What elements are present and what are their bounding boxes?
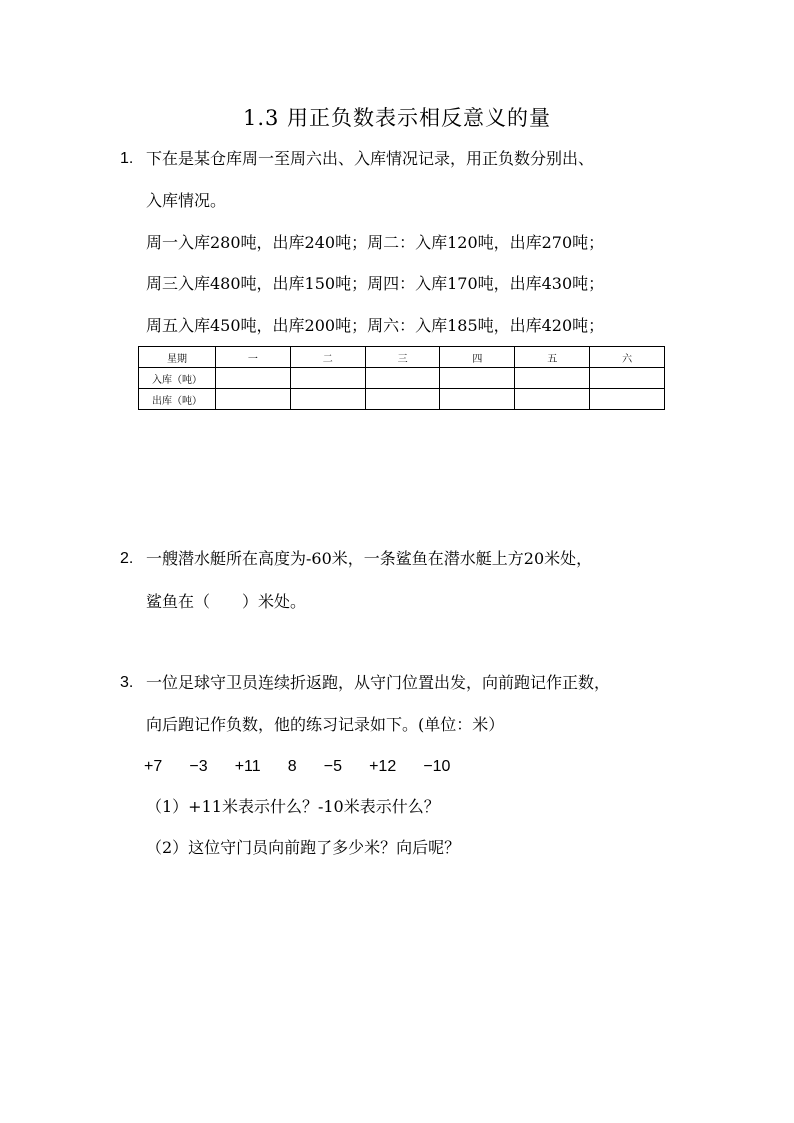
table-answer-cell[interactable] — [515, 368, 590, 389]
run-value: −5 — [323, 758, 342, 775]
table-answer-cell[interactable] — [216, 368, 291, 389]
table-header-cell: 六 — [590, 347, 665, 368]
table-row — [139, 368, 665, 389]
question-1-text-line-1: 下在是某仓库周一至周六出、入库情况记录，用正负数分别出、 — [146, 149, 595, 168]
table-header-cell: 四 — [440, 347, 515, 368]
table-header-cell: 三 — [365, 347, 440, 368]
question-3-text-line-2: 向后跑记作负数，他的练习记录如下。(单位：米） — [146, 715, 505, 734]
table-answer-cell[interactable] — [590, 368, 665, 389]
run-value: −10 — [423, 758, 451, 775]
table-header-row — [139, 347, 665, 368]
table-header-cell: 二 — [290, 347, 365, 368]
table-answer-cell[interactable] — [440, 368, 515, 389]
warehouse-record-table — [138, 346, 665, 410]
table-row — [139, 389, 665, 410]
question-3-sub-2: （2）这位守门员向前跑了多少米？向后呢？ — [146, 838, 461, 857]
question-1-record-line: 周五入库450吨，出库200吨；周六：入库185吨，出库420吨； — [146, 316, 605, 335]
table-answer-cell[interactable] — [590, 389, 665, 410]
table-header-cell: 星期 — [139, 347, 216, 368]
run-value: −3 — [189, 758, 208, 775]
table-answer-cell[interactable] — [290, 389, 365, 410]
run-value: +11 — [234, 758, 261, 775]
table-answer-cell[interactable] — [216, 389, 291, 410]
table-answer-cell[interactable] — [515, 389, 590, 410]
page-title: 1.3 用正负数表示相反意义的量 — [242, 106, 552, 130]
table-answer-cell[interactable] — [365, 368, 440, 389]
question-2-text-line-1: 一艘潜水艇所在高度为-60米，一条鲨鱼在潜水艇上方20米处， — [146, 549, 593, 568]
run-value: 8 — [287, 758, 297, 775]
question-2-text-line-2: 鲨鱼在（ ）米处。 — [146, 592, 307, 611]
question-1-record-line: 周三入库480吨，出库150吨；周四：入库170吨，出库430吨； — [146, 274, 605, 293]
table-row-label: 出库（吨） — [139, 389, 216, 410]
question-1-record-line: 周一入库280吨，出库240吨；周二：入库120吨，出库270吨； — [146, 233, 605, 252]
question-1-text-line-2: 入库情况。 — [146, 191, 227, 210]
run-value: +7 — [144, 758, 163, 775]
question-3-sub-1: （1）+11米表示什么？-10米表示什么？ — [146, 797, 440, 816]
question-3-text-line-1: 一位足球守卫员连续折返跑，从守门位置出发，向前跑记作正数， — [146, 673, 611, 692]
table-header-cell: 五 — [515, 347, 590, 368]
question-2-number: 2. — [120, 550, 134, 567]
run-record-values — [144, 755, 472, 778]
question-3-number: 3. — [120, 674, 134, 691]
table-answer-cell[interactable] — [365, 389, 440, 410]
question-1-number: 1. — [120, 150, 134, 167]
table-header-cell: 一 — [216, 347, 291, 368]
table-answer-cell[interactable] — [440, 389, 515, 410]
run-value: +12 — [369, 758, 397, 775]
table-answer-cell[interactable] — [290, 368, 365, 389]
table-row-label: 入库（吨） — [139, 368, 216, 389]
